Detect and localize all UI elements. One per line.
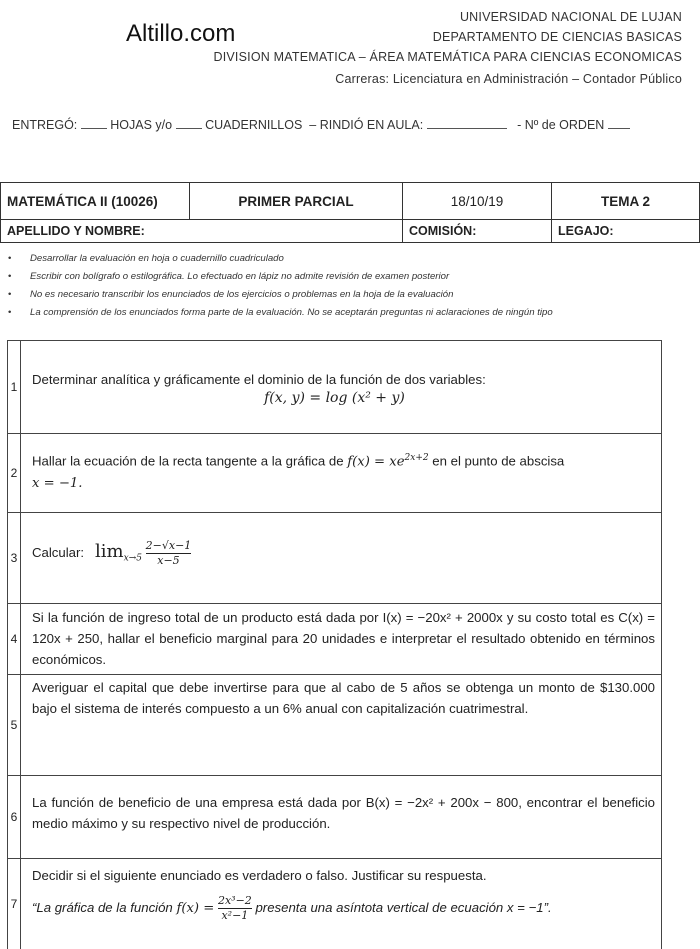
problem-number: 3	[8, 513, 21, 603]
problem-text	[32, 513, 655, 570]
problem-7	[8, 858, 661, 949]
hojas-blank	[81, 118, 107, 129]
problem-statement	[32, 886, 655, 923]
subject-cell: MATEMÁTICA II (10026)	[1, 183, 190, 220]
statement-b: presenta una asíntota vertical de ecuación x = −1”.	[255, 899, 552, 915]
problem-number: 1	[8, 341, 21, 433]
rindio-label: – RINDIÓ EN AULA:	[309, 118, 424, 132]
problem-number: 4	[8, 604, 21, 674]
comision-field-label: COMISIÓN:	[403, 220, 552, 243]
site-watermark: Altillo.com	[126, 20, 236, 47]
problem-text: Averiguar el capital que debe invertirse para que al cabo de 5 años se obtenga un monto de $130.000 bajo el sistema de interés compuesto a un 6% anual con capitalización cuatrimestral.	[32, 680, 655, 716]
problem-number: 6	[8, 776, 21, 858]
university-name: UNIVERSIDAD NACIONAL DE LUJAN	[459, 10, 682, 24]
entrego-label: ENTREGÓ:	[12, 118, 78, 132]
limit-subscript: x→5	[123, 553, 142, 564]
exam-header-table	[0, 182, 700, 243]
problem-formula: f(x, y) = log (x² + y)	[264, 390, 405, 406]
hojas-label: HOJAS y/o	[110, 118, 173, 132]
instruction-item: • Escribir con bolígrafo o estilográfica. Lo efectuado en lápiz no admite revisión de examen posterior	[6, 270, 696, 283]
statement-a: “La gráfica de la función	[32, 899, 173, 915]
orden-blank	[608, 118, 630, 129]
problem-text: Decidir si el siguiente enunciado es verdadero o falso. Justificar su respuesta.	[32, 868, 487, 883]
problem-number: 5	[8, 675, 21, 775]
limit-symbol: lim	[95, 540, 124, 562]
problem-text	[32, 434, 655, 494]
problem-2	[8, 433, 661, 512]
problem-text: Determinar analítica y gráficamente el dominio de la función de dos variables:	[32, 372, 486, 387]
problem-text: Si la función de ingreso total de un producto está dada por I(x) = −20x² + 2000x y su costo total es C(x) = 120x + 250, hallar el beneficio marginal para 20 unidades e interpretar el resultado obtenido en términos económicos.	[32, 610, 655, 667]
department-name: DEPARTAMENTO DE CIENCIAS BASICAS	[432, 30, 682, 44]
problem-text-b: en el punto de abscisa	[432, 453, 565, 469]
instructions-list	[6, 252, 696, 324]
problem-text-a: Hallar la ecuación de la recta tangente a la gráfica de	[32, 453, 344, 469]
problem-number: 7	[8, 859, 21, 949]
limit-fraction	[146, 539, 192, 568]
exam-type-cell: PRIMER PARCIAL	[190, 183, 403, 220]
statement-math: f(x) =	[176, 900, 215, 916]
date-cell: 18/10/19	[403, 183, 552, 220]
problem-math-b: x = −1.	[32, 476, 83, 492]
problems-table	[7, 340, 662, 949]
problem-1	[8, 340, 661, 433]
fraction-numerator: 2−√x−1	[145, 539, 192, 552]
careers-line: Carreras: Licenciatura en Administración – Contador Público	[335, 72, 682, 86]
legajo-field-label: LEGAJO:	[552, 220, 700, 243]
instruction-item: • Desarrollar la evaluación en hoja o cuadernillo cuadriculado	[6, 252, 696, 265]
tema-cell: TEMA 2	[552, 183, 700, 220]
problem-6	[8, 775, 661, 858]
problem-number: 2	[8, 434, 21, 512]
instruction-item: • La comprensión de los enunciados forma parte de la evaluación. No se aceptarán preguntas ni aclaraciones de ningún tipo	[6, 306, 696, 319]
problem-5	[8, 674, 661, 775]
rindio-blank	[427, 118, 507, 129]
cuadernillos-label: CUADERNILLOS	[205, 118, 303, 132]
problem-exponent: 2x+2	[404, 453, 429, 463]
cuadernillos-blank	[176, 118, 202, 129]
problem-3	[8, 512, 661, 603]
instruction-item: • No es necesario transcribir los enunciados de los ejercicios o problemas en la hoja de la evaluación	[6, 288, 696, 301]
statement-denominator: x²−1	[218, 908, 252, 923]
problem-4	[8, 603, 661, 674]
fraction-denominator: x−5	[146, 553, 192, 568]
division-name: DIVISION MATEMATICA – ÁREA MATEMÁTICA PARA CIENCIAS ECONOMICAS	[213, 50, 682, 64]
problem-text: La función de beneficio de una empresa está dada por B(x) = −2x² + 200x − 800, encontrar el beneficio medio máximo y su respectivo nivel de producción.	[32, 795, 655, 831]
calcular-label: Calcular:	[32, 544, 85, 560]
statement-numerator: 2x³−2	[217, 894, 252, 907]
problem-math-a: f(x) = xe	[347, 454, 405, 470]
orden-label: - Nº de ORDEN	[517, 118, 605, 132]
delivery-line	[12, 118, 630, 132]
name-field-label: APELLIDO Y NOMBRE:	[1, 220, 403, 243]
